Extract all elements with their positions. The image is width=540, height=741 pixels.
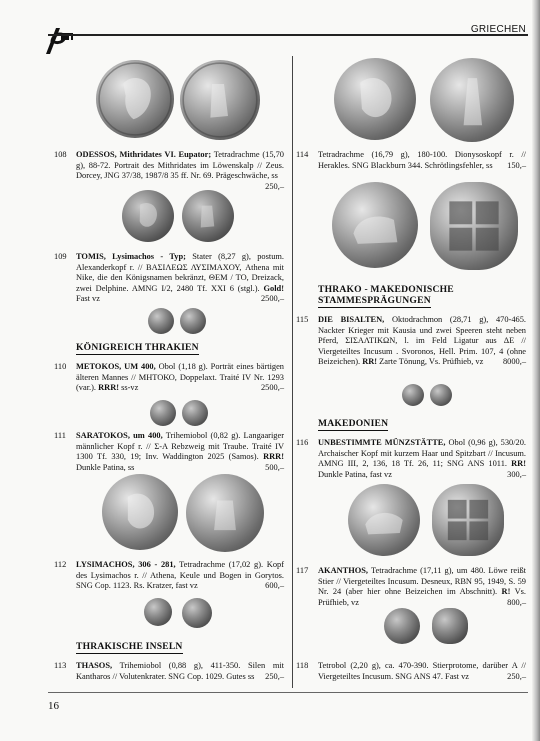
footer-rule <box>48 692 528 693</box>
coin-photo-icon <box>182 190 234 242</box>
coin-photo-icon <box>182 400 208 426</box>
coin-photo-icon <box>432 608 468 644</box>
coin-photo-icon <box>402 384 424 406</box>
coin-photo-icon <box>180 308 206 334</box>
lot-entry: 111 SARATOKOS, um 400, Trihemiobol (0,82 g). Langaariger männlicher Kopf r. // Σ-Α Rebzweig mit Traube. Traité IV 1300 Tf. 330, 19; Inv. Waddington 2025 (Samos). RRR! Dunkle Patina, ss 500,– <box>54 431 284 472</box>
lot-entry: 114 Tetradrachme (16,79 g), 180-100. Dionysoskopf r. // Herakles. SNG Blackburn 344. Schrötlingsfehler, ss 150,– <box>296 150 526 170</box>
page-number: 16 <box>48 700 59 712</box>
coin-photo-icon <box>150 400 176 426</box>
coin-photo-icon <box>180 60 260 140</box>
heading-inseln: THRAKISCHE INSELN <box>76 641 183 652</box>
heading-thrako-2: STAMMESPRÄGUNGEN <box>318 295 431 306</box>
coin-photo-icon <box>182 598 212 628</box>
lot-entry: 108 ODESSOS, Mithridates VI. Eupator; Tetradrachme (15,70 g), 88-72. Portrait des Mithridates im Löwenskalp // Zeus. Dorcey, JNG 37/38, 1987/8 35 ff. Nr. 69. Prägeschwäche, ss 250,– <box>54 150 284 191</box>
coin-photo-icon <box>432 484 504 556</box>
heading-thrakien: KÖNIGREICH THRAKIEN <box>76 342 199 353</box>
lot-entry: 118 Tetrobol (2,20 g), ca. 470-390. Stierprotome, darüber A // Viergeteiltes Incusum. SNG ANS 47. Fast vz 250,– <box>296 661 526 681</box>
lot-entry: 110 METOKOS, UM 400, Obol (1,18 g). Porträt eines bärtigen älteren Mannes // ΜΗΤΟΚΟ, Doppelaxt. Traité IV Nr. 1293 (var.). RRR! ss-vz 2500,– <box>54 362 284 393</box>
coin-photo-icon <box>348 484 420 556</box>
coin-photo-icon <box>122 190 174 242</box>
header-rule <box>48 34 528 36</box>
coin-photo-icon <box>430 58 514 142</box>
column-divider <box>292 56 293 688</box>
lot-entry: 117 AKANTHOS, Tetradrachme (17,11 g), um 480. Löwe reißt Stier // Viergeteiltes Incusum. Desneux, RBN 95, 1949, S. 59 Nr. 24 (aber hier ohne Beizeichen im Abschnitt). R! Vs. Prüfhieb, vz 800,– <box>296 566 527 607</box>
heading-makedonien: MAKEDONIEN <box>318 418 389 429</box>
coin-photo-icon <box>102 474 178 550</box>
coin-photo-icon <box>384 608 420 644</box>
lot-entry: 115 DIE BISALTEN, Oktodrachmon (28,71 g), 470-465. Nackter Krieger mit Kausia und zwei Speeren steht neben Pferd, ΣΙΣΑΛΤΙΚΩΝ, l. im Feld Ligatur aus ΔΕ // Viergeteiltes Incusum . Svoronos, Hell. Prim. 107, 4 (ohne Beizeichen). RR! Zarte Tönung, Vs. Prüfhieb, vz 8000,– <box>296 315 527 367</box>
lot-entry: 113 THASOS, Trihemiobol (0,88 g), 411-350. Silen mit Kantharos // Volutenkrater. SNG Cop. 1029. Gutes ss 250,– <box>54 661 284 681</box>
coin-photo-icon <box>96 60 174 138</box>
coin-photo-icon <box>332 182 418 268</box>
coin-photo-icon <box>186 474 264 552</box>
lot-entry: 112 LYSIMACHOS, 306 - 281, Tetradrachme (17,02 g). Kopf des Lysimachos r. // Athena, Keule und Bogen in Gorytos. SNG Cop. 1123. Rs. Kratzer, fast vz 600,– <box>54 560 284 591</box>
coin-photo-icon <box>334 58 416 140</box>
coin-photo-icon <box>144 598 172 626</box>
scan-edge <box>532 0 540 741</box>
publisher-logo-icon <box>42 26 76 56</box>
lot-entry: 109 TOMIS, Lysimachos - Typ; Stater (8,27 g), postum. Alexanderkopf r. // ΒΑΣΙΛΕΩΣ ΛΥΣΙΜΑΧΟΥ, Athena mit Nike, die den Königsnamen bekränzt, ΘΕΜ / ΤΟ, Dreizack, zwei Delphine. AMNG I/2, 2480 Tf. XXI 6 (stgl.). Gold! Fast vz 2500,– <box>54 252 285 304</box>
coin-photo-icon <box>430 384 452 406</box>
coin-photo-icon <box>148 308 174 334</box>
heading-thrako: THRAKO - MAKEDONISCHE <box>318 284 454 295</box>
section-tag: GRIECHEN <box>470 24 526 35</box>
lot-entry: 116 UNBESTIMMTE MÜNZSTÄTTE, Obol (0,96 g), 530/20. Archaischer Kopf mit kurzem Haar und Spitzbart // Incusum. AMNG III, 2, 136, 18 Tf. 26, 11; SNG ANS 1011. RR! Dunkle Patina, fast vz 300,– <box>296 438 527 479</box>
coin-photo-icon <box>430 182 518 270</box>
